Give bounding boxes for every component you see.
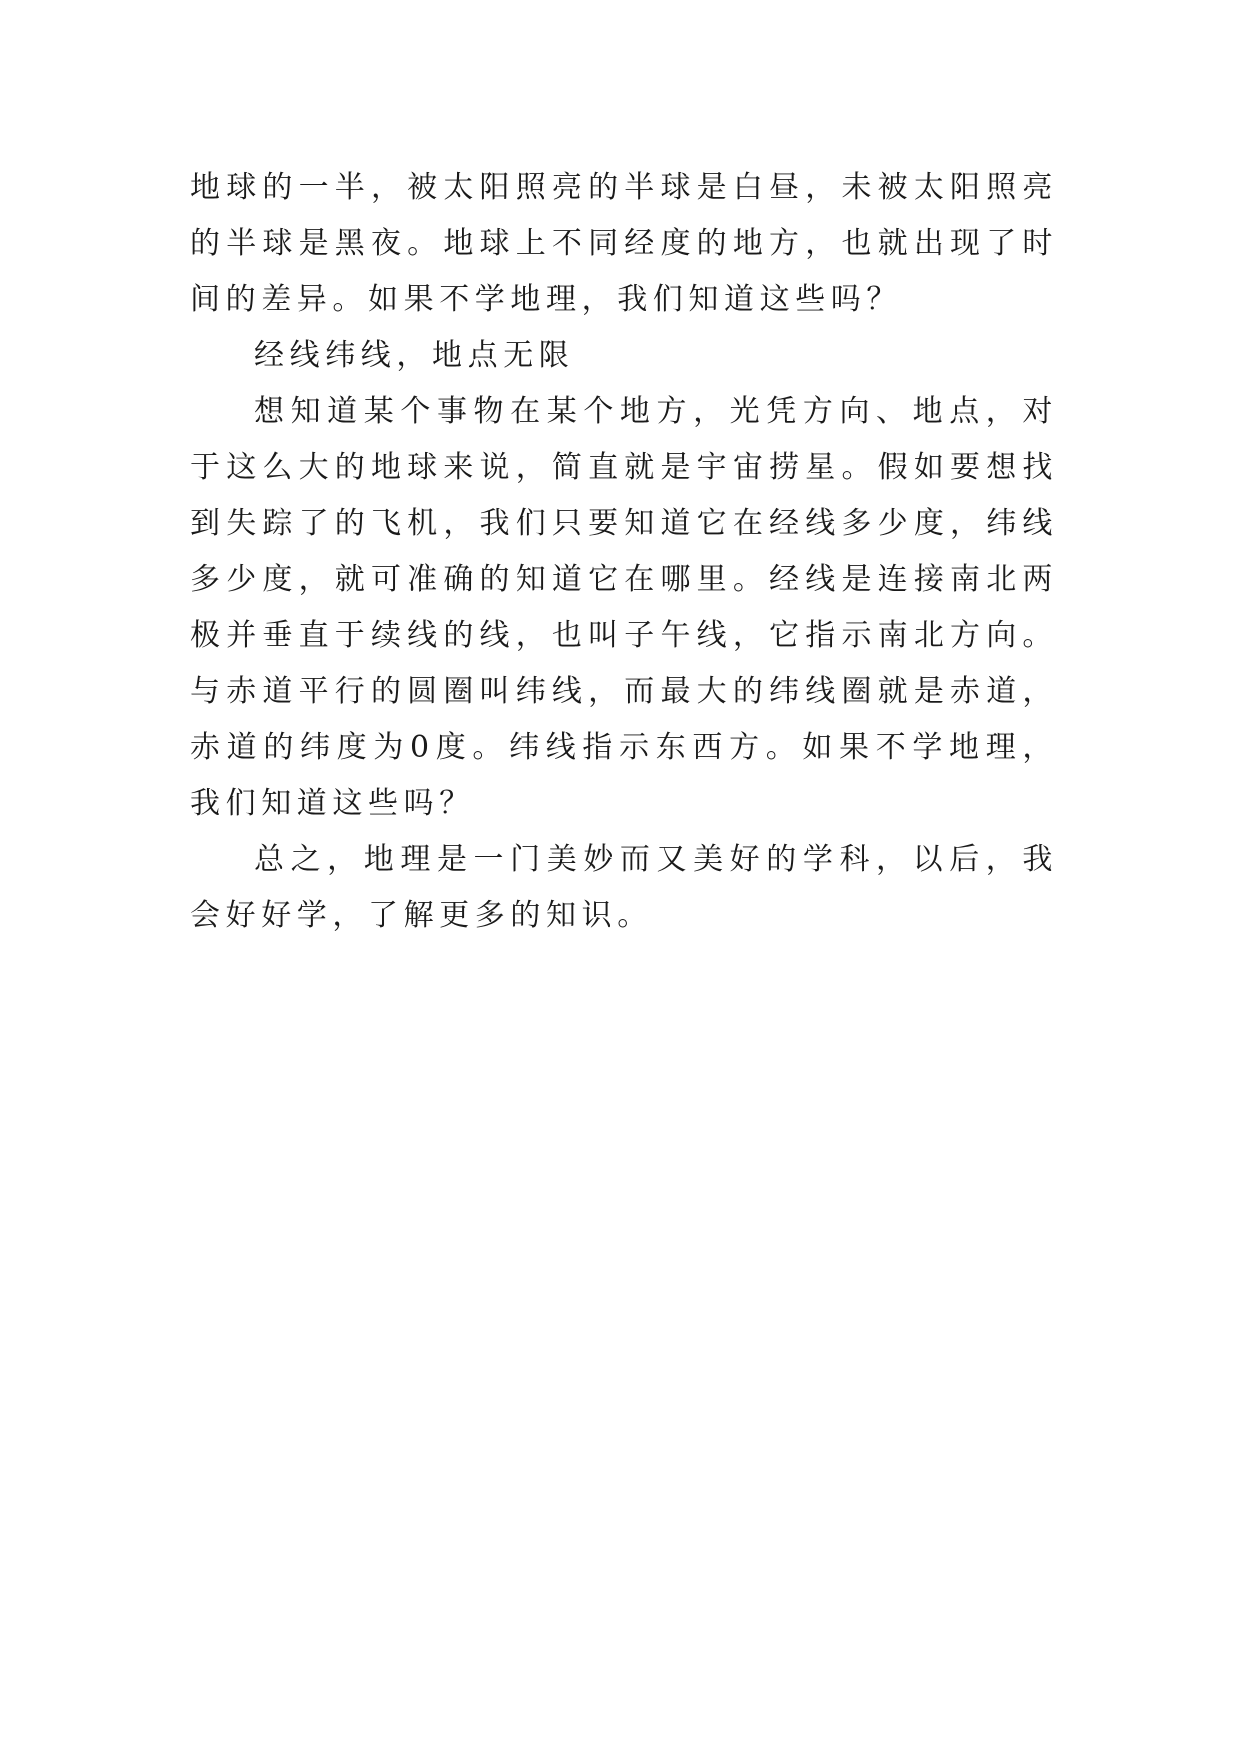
document-body (190, 160, 1058, 944)
section-heading: 经线纬线，地点无限 (254, 338, 575, 373)
paragraph-2: 想知道某个事物在某个地方，光凭方向、地点，对于这么大的地球来说，简直就是宇宙捞星。假如要想找到失踪了的飞机，我们只要知道它在经线多少度，纬线多少度，就可准确的知道它在哪里。经线是连接南北两极并垂直于续线的线，也叫子午线，它指示南北方向。与赤道平行的圆圈叫纬线，而最大的纬线圈就是赤道，赤道的纬度为0度。纬线指示东西方。如果不学地理，我们知道这些吗？ (190, 394, 1058, 821)
paragraph-1: 地球的一半，被太阳照亮的半球是白昼，未被太阳照亮的半球是黑夜。地球上不同经度的地方，也就出现了时间的差异。如果不学地理，我们知道这些吗？ (190, 170, 1058, 317)
paragraph-3: 总之，地理是一门美妙而又美好的学科，以后，我会好好学，了解更多的知识。 (190, 842, 1058, 933)
